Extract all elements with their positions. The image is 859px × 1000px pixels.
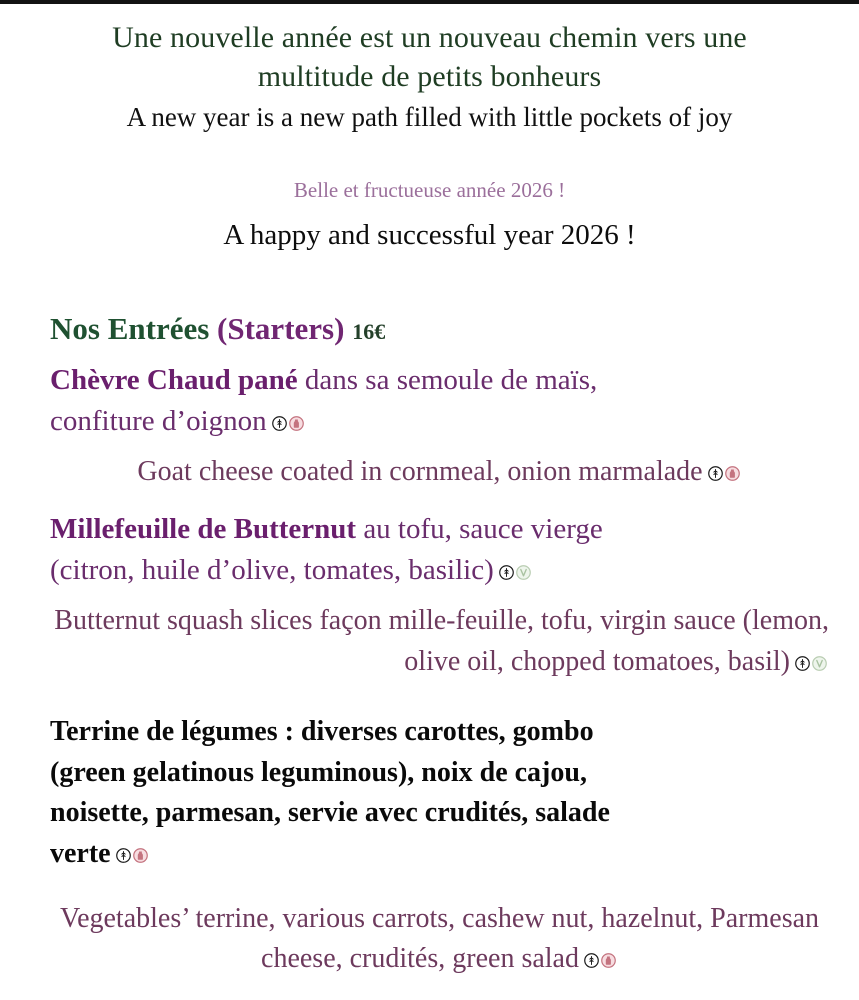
dairy-milk-icon xyxy=(289,416,304,431)
gluten-wheat-icon xyxy=(272,416,287,431)
allergen-badge-group xyxy=(795,642,829,683)
gluten-wheat-icon xyxy=(795,656,810,671)
masthead xyxy=(0,4,859,135)
headline-french xyxy=(48,18,811,96)
dish-french-detail-line-1: dans sa semoule de maïs, xyxy=(297,363,598,396)
dish-french-name: Chèvre Chaud pané xyxy=(50,363,298,396)
dish-terrine-de-legumes xyxy=(50,712,829,980)
headline-english: A new year is a new path filled with little pockets of joy xyxy=(126,102,733,132)
allergen-badge-group xyxy=(272,401,306,442)
headline-french-line-1: Une nouvelle année est un nouveau chemin vers une xyxy=(112,21,747,54)
dairy-milk-icon xyxy=(601,953,616,968)
dish-french-line-2: (green gelatinous leguminous), noix de cajou, xyxy=(50,756,587,788)
gluten-wheat-icon xyxy=(584,953,599,968)
greeting-english: A happy and successful year 2026 ! xyxy=(223,218,636,251)
section-price: 16€ xyxy=(352,319,386,345)
dish-french-detail-line-2: confiture d’oignon xyxy=(50,404,267,437)
section-header-starters xyxy=(50,310,829,347)
gluten-wheat-icon xyxy=(499,565,514,580)
gluten-wheat-icon xyxy=(708,466,723,481)
dish-french-name: Millefeuille de Butternut xyxy=(50,512,357,545)
section-title-english: (Starters) xyxy=(217,311,345,347)
dish-french-description xyxy=(50,509,829,591)
dish-english-description xyxy=(50,452,829,493)
gluten-wheat-icon xyxy=(116,848,131,863)
dish-english-text: Goat cheese coated in cornmeal, onion marmalade xyxy=(137,456,703,488)
dish-english-text: Vegetables’ terrine, various carrots, cashew nut, hazelnut, Parmesan cheese, crudités, green salad xyxy=(59,902,820,975)
vegan-leaf-icon xyxy=(812,656,827,671)
dish-english-description xyxy=(50,899,829,980)
dish-french-detail-line-2: (citron, huile d’olive, tomates, basilic) xyxy=(50,553,494,586)
dish-french-line-3: noisette, parmesan, servie avec crudités, salade xyxy=(50,797,610,829)
page-content xyxy=(0,4,859,982)
dish-french-description xyxy=(50,360,829,442)
allergen-badge-group xyxy=(708,452,742,493)
dish-french-line-1: Terrine de légumes : diverses carottes, gombo xyxy=(50,716,594,748)
vegan-leaf-icon xyxy=(516,565,531,580)
dish-english-text: Butternut squash slices façon mille-feuille, tofu, virgin sauce (lemon, olive oil, chopped tomatoes, basil) xyxy=(54,604,829,677)
allergen-badge-group xyxy=(499,550,533,591)
section-title-french: Nos Entrées xyxy=(50,311,210,347)
dish-french-detail-line-1: au tofu, sauce vierge xyxy=(356,512,603,545)
dish-french-description xyxy=(50,712,829,874)
menu-body xyxy=(0,310,859,979)
headline-french-line-2: multitude de petits bonheurs xyxy=(257,60,602,93)
allergen-badge-group xyxy=(116,834,150,875)
dish-millefeuille-de-butternut xyxy=(50,509,829,683)
dish-english-description xyxy=(50,601,829,682)
dairy-milk-icon xyxy=(133,848,148,863)
allergen-badge-group xyxy=(584,939,618,980)
dairy-milk-icon xyxy=(725,466,740,481)
new-year-greeting xyxy=(0,177,859,255)
dish-chevre-chaud-pane xyxy=(50,360,829,493)
greeting-french: Belle et fructueuse année 2026 ! xyxy=(293,177,566,202)
dish-french-line-4: verte xyxy=(50,837,111,869)
